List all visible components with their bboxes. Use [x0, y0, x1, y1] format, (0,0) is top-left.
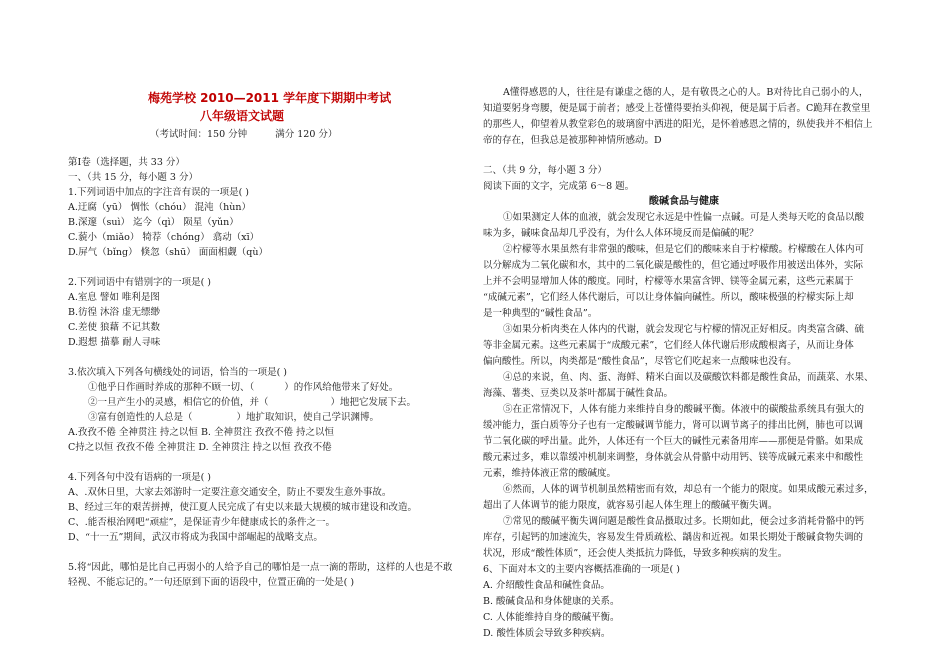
exam-info	[150, 127, 337, 143]
article-p4-line-1: ④总的来说，鱼、肉、蛋、海鲜、精米白面以及碳酸饮料都是酸性食品，而蔬菜、水果、	[503, 372, 874, 383]
q5-line-2: 轻视、不能忘记的。”一句还原到下面的语段中，位置正确的一处是( )	[68, 577, 355, 588]
q1-option-d: D.屏气（bǐng） 倏忽（shū） 面面相觑（qù）	[68, 247, 268, 258]
q4-stem: 4.下列各句中没有语病的一项是( )	[68, 472, 211, 483]
q6-option-b: B. 酸碱食品和身体健康的关系。	[483, 596, 620, 607]
q3-sentence-1: ①他乎日作画时养成的那种不顾一切、（ ）的作风给他带来了好处。	[88, 382, 399, 393]
article-p5-line-5: 元素，维持体液正常的酸碱度。	[483, 468, 617, 479]
q2-option-c: C.差使 狼藉 不记其数	[68, 322, 160, 333]
q2-option-d: D.遐想 描摹 耐人寻味	[68, 337, 161, 348]
exam-subtitle: 八年级语文试题	[200, 109, 285, 123]
q6-option-c: C. 人体能维持自身的酸碱平衡。	[483, 612, 620, 623]
q3-options-cd: C持之以恒 孜孜不倦 全神贯注 D. 全神贯注 持之以恒 孜孜不倦	[68, 442, 332, 453]
article-p2-line-5: 是一种典型的“碱性食品”。	[483, 308, 598, 319]
section1-part: 一、（共 15 分，每小题 3 分）	[68, 172, 198, 183]
q3-options-ab: A.孜孜不倦 全神贯注 持之以恒 B. 全神贯注 孜孜不倦 持之以恒	[68, 427, 335, 438]
section1-header: 第Ⅰ卷（选择题，共 33 分）	[68, 157, 185, 168]
section2-part: 二、（共 9 分，每小题 3 分）	[483, 165, 607, 176]
q3-stem: 3.依次填入下列各句横线处的词语，恰当的一项是( )	[68, 367, 287, 378]
q1-option-b: B.深邃（suì） 迄今（qì） 陨星（yǔn）	[68, 217, 239, 228]
article-p5-line-1: ⑤在正常情况下，人体有能力来维持自身的酸碱平衡。体液中的碳酸盐系统具有强大的	[503, 404, 865, 415]
q4-option-c: C、.能否根治网吧“顽症”，是保证青少年健康成长的条件之一。	[68, 517, 336, 528]
article-p2-line-3: 上并不会明显增加人体的酸度。同时，柠檬等水果富含钾、镁等金属元素，这些元素属于	[483, 276, 854, 287]
article-p6-line-1: ⑥然而，人体的调节机制虽然精密而有效，却总有一个能力的限度。如果成酸元素过多，	[503, 484, 874, 495]
q1-option-a: A.迂腐（yū） 惆怅（chóu） 混沌（hùn）	[68, 202, 252, 213]
q3-sentence-2: ②一旦产生小的灵感，相信它的价值，并（ ）地把它发展下去。	[88, 397, 417, 408]
q2-option-b: B.彷徨 沐浴 虚无缥缈	[68, 307, 161, 318]
article-p7-line-2: 库存，引起钙的加速流失，容易发生骨质疏松、龋齿和近视。如果长期处于酸碱食物失调的	[483, 532, 864, 543]
article-p7-line-1: ⑦常见的酸碱平衡失调问题是酸性食品摄取过多。长期如此，便会过多消耗骨骼中的钙	[503, 516, 865, 527]
article-p2-line-4: “成碱元素”，它们经人体代谢后，可以让身体偏向碱性。所以，酸味极强的柠檬实际上却	[483, 292, 854, 303]
article-p2-line-1: ②柠檬等水果虽然有非常强的酸味，但是它们的酸味来自于柠檬酸。柠檬酸在人体内可	[503, 244, 865, 255]
q5-passage-line-1: A懂得感恩的人，往往是有谦虚之德的人，是有敬畏之心的人。B对待比自己弱小的人，	[503, 87, 869, 98]
q6-stem: 6、下面对本文的主要内容概括准确的一项是( )	[483, 564, 680, 575]
q5-passage-line-4: 帝的存在，但我总是被那种神情所感动。D	[483, 135, 662, 146]
q5-passage-line-2: 知道要躬身弯腰，便是属于前者；感受上苍懂得要抬头仰视，便是属于后者。C跪拜在教堂里	[483, 103, 871, 114]
article-p5-line-4: 酸元素过多，难以靠缓冲机制来调整，身体就会从骨骼中动用钙、镁等成碱元素来中和酸性	[483, 452, 864, 463]
article-p2-line-2: 以分解成为二氧化碳和水，其中的二氧化碳是酸性的，但它通过呼吸作用被送出体外，实际	[483, 260, 864, 271]
article-p3-line-1: ③如果分析肉类在人体内的代谢，就会发现它与柠檬的情况正好相反。肉类富含磷、硫	[503, 324, 865, 335]
article-p3-line-2: 等非金属元素。这些元素属于“成酸元素”，它们经人体代谢后形成酸根离子，从而让身体	[483, 340, 854, 351]
q5-passage-line-3: 的那些人，仰望着从教堂彩色的玻璃窗中洒进的阳光，是怀着感恩之情的，纵使我并不相信上	[483, 119, 873, 130]
exam-score: 满分 120 分）	[275, 129, 338, 140]
article-p5-line-3: 节二氧化碳的呼出量。此外，人体还有一个巨大的碱性元素备用库——那便是骨骼。如果成	[483, 436, 864, 447]
exam-title: 梅苑学校 2010—2011 学年度下期期中考试	[148, 91, 392, 105]
article-p6-line-2: 超出了人体调节的能力限度，就容易引起人体生理上的酸碱平衡失调。	[483, 500, 778, 511]
q2-stem: 2.下列词语中有错别字的一项是( )	[68, 277, 211, 288]
article-p1-line-2: 味为多，碱味食品却几乎没有，为什么人体环境反而是偏碱的呢？	[483, 228, 759, 239]
q3-sentence-3: ③富有创造性的人总是（ ）地扩取知识，使自己学识渊博。	[88, 412, 380, 423]
q6-option-d: D. 酸性体质会导致多种疾病。	[483, 628, 611, 639]
article-p1-line-1: ①如果测定人体的血液，就会发现它永远是中性偏一点碱。可是人类每天吃的食品以酸	[503, 212, 865, 223]
section2-instruction: 阅读下面的文字，完成第 6～8 题。	[483, 181, 635, 192]
q2-option-a: A.室息 譬如 唯利是图	[68, 292, 160, 303]
q1-option-c: C.藐小（miǎo） 犄荐（chóng） 翕动（xī）	[68, 232, 260, 243]
q5-line-1: 5.将“因此，哪怕是比自己再弱小的人给予自己的哪怕是一点一滴的帮助，这样的人也是不敢	[68, 562, 453, 573]
q1-stem: 1.下列词语中加点的字注音有误的一项是( )	[68, 187, 249, 198]
q4-option-b: B、经过三年的艰苦拼搏，使江夏人民完成了有史以来最大规模的城市建设和改造。	[68, 502, 417, 513]
article-title: 酸碱食品与健康	[649, 196, 719, 207]
q4-option-d: D、“十一五”期间，武汉市将成为我国中部崛起的战略支点。	[68, 532, 323, 543]
article-p5-line-2: 缓冲能力，蛋白质等分子也有一定酸碱调节能力，肾可以调节离子的排出比例，肺也可以调	[483, 420, 864, 431]
article-p3-line-3: 偏向酸性。所以，肉类都是“酸性食品”，尽管它们吃起来一点酸味也没有。	[483, 356, 797, 367]
q6-option-a: A. 介绍酸性食品和碱性食品。	[483, 580, 610, 591]
article-p4-line-2: 海藻、薯类、豆类以及茶叶都属于碱性食品。	[483, 388, 674, 399]
q4-option-a: A、.双休日里，大家去郊游时一定要注意交通安全，防止不要发生意外事故。	[68, 487, 392, 498]
exam-time: （考试时间：150 分钟	[150, 129, 248, 140]
article-p7-line-3: 状况，形成“酸性体质”，还会使人类抵抗力降低，导致多种疾病的发生。	[483, 548, 788, 559]
